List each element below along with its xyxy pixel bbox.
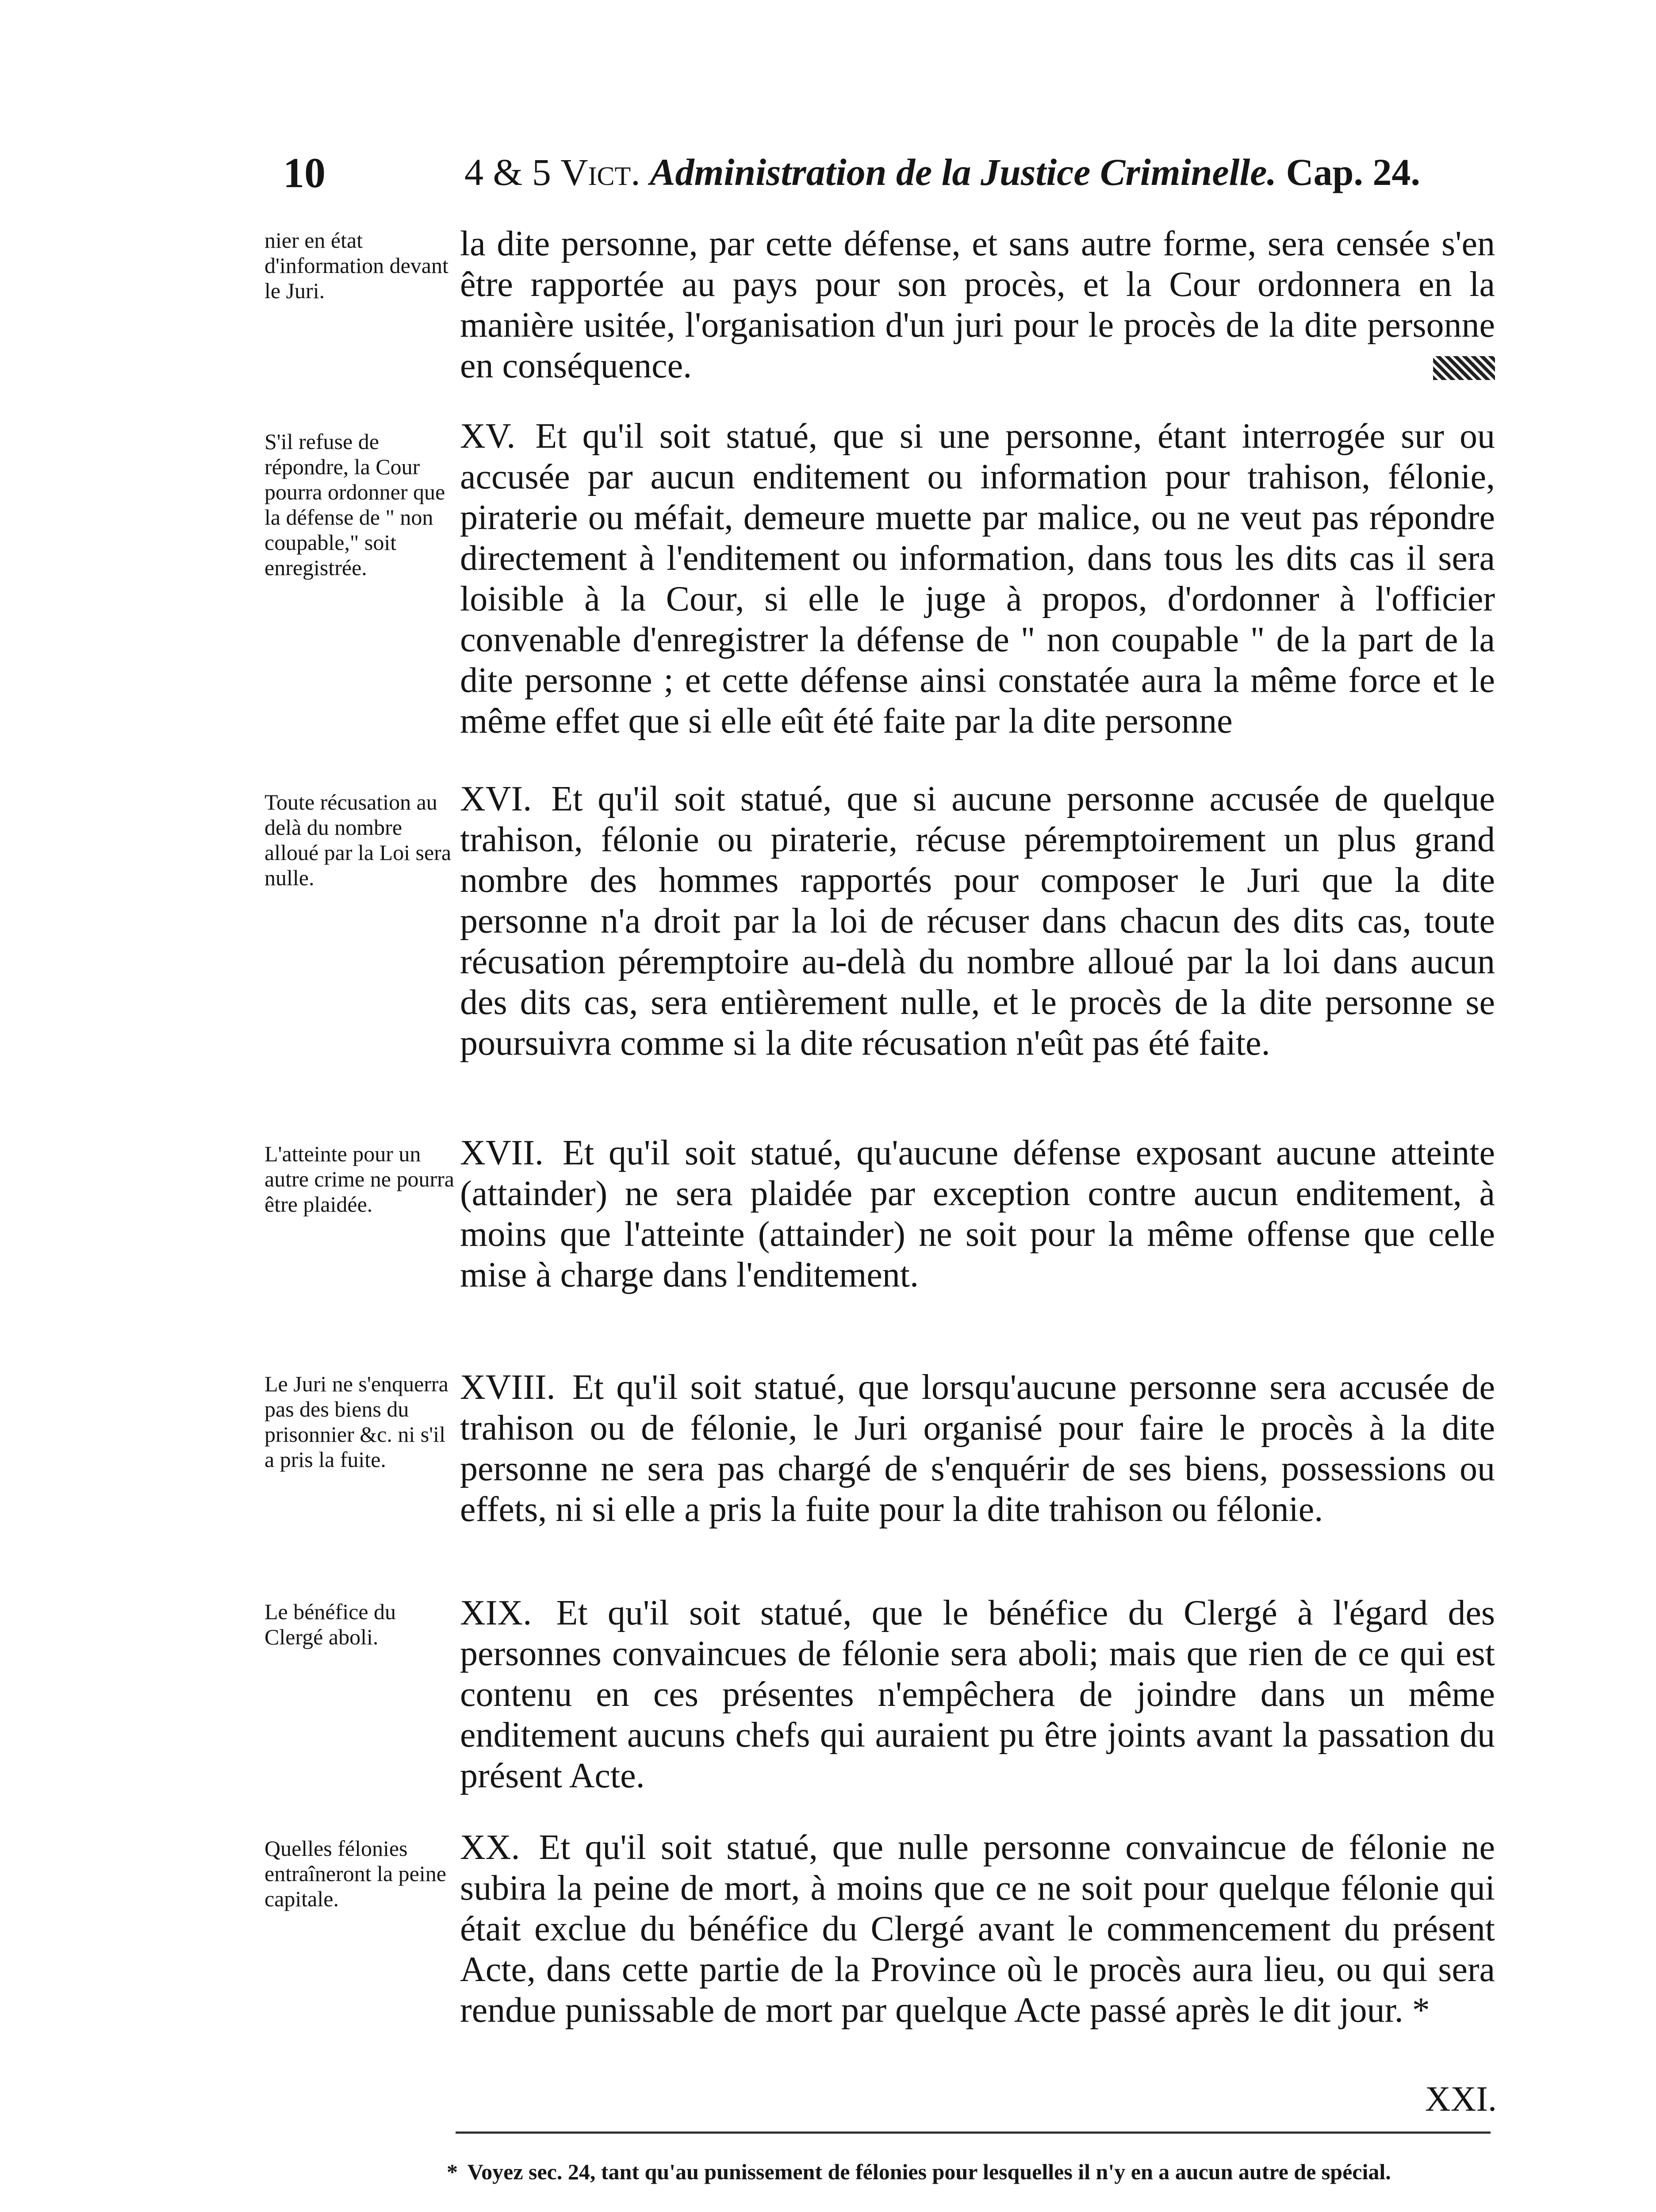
catchword: XXI.	[1425, 2080, 1497, 2119]
section-text	[460, 1827, 1495, 2031]
section-body: Et qu'il soit statué, qu'aucune défense exposant aucune atteinte (attainder) ne sera plaidée par exception contre aucun enditement, à moins que l'atteinte (attainder) ne soit pour la même offense que celle mise à charge dans l'enditement.	[460, 1133, 1495, 1294]
running-header	[283, 148, 1530, 197]
section-text	[460, 223, 1495, 386]
footnote-rule	[456, 2131, 1491, 2134]
footnote	[447, 2157, 1499, 2187]
section-body: Et qu'il soit statué, que si une personne, étant interrogée sur ou accusée par aucun enditement ou information pour trahison, félonie, piraterie ou méfait, demeure muette par malice, ou ne veut pas répondre directement à l'enditement ou information, dans tous les dits cas il sera loisible à la Cour, si elle le juge à propos, d'ordonner à l'officier convenable d'enregistrer la défense de " non coupable " de la part de la dite personne ; et cette défense ainsi constatée aura la même force et le même effet que si elle eût été faite par la dite personne	[460, 417, 1495, 741]
section-text	[460, 1133, 1495, 1295]
sovereign: Vict.	[560, 151, 640, 193]
margin-note: L'atteinte pour un autre crime ne pourra être plaidée.	[264, 1141, 454, 1217]
act-title: Administration de la Justice Criminelle.	[650, 151, 1276, 193]
printer-ornament	[1433, 356, 1495, 380]
margin-note: Le Juri ne s'enquerra pas des biens du prisonnier &c. ni s'il a pris la fuite.	[264, 1371, 448, 1472]
section-body: Et qu'il soit statué, que lorsqu'aucune personne sera accusée de trahison ou de félonie, le Juri organisé pour faire le procès à la dite personne ne sera pas chargé de s'enquérir de ses biens, possessions ou effets, ni si elle a pris la fuite pour la dite trahison ou félonie.	[460, 1368, 1495, 1529]
section-text	[460, 1367, 1495, 1530]
footnote-mark: *	[447, 2159, 458, 2184]
regnal-years: 4 & 5	[464, 151, 551, 193]
section-body: Et qu'il soit statué, que le bénéfice du Clergé à l'égard des personnes convaincues de félonie sera aboli; mais que rien de ce qui est contenu en ces présentes n'empêchera de joindre dans un même enditement aucuns chefs qui auraient pu être joints avant la passation du présent Acte.	[460, 1594, 1495, 1795]
margin-note: nier en état d'information devant le Juri.	[264, 228, 448, 303]
margin-note: Toute récusation au delà du nombre alloué par la Loi sera nulle.	[264, 790, 452, 890]
section-number: XX.	[460, 1828, 520, 1867]
section-number: XVIII.	[460, 1368, 556, 1407]
section-number: XVI.	[460, 780, 532, 818]
section-text	[460, 1593, 1495, 1796]
margin-note: Le bénéfice du Clergé aboli.	[264, 1599, 396, 1649]
running-title	[464, 150, 1420, 194]
section-number: XV.	[460, 417, 516, 456]
chapter-number: Cap. 24.	[1286, 151, 1420, 193]
section-body: Et qu'il soit statué, que nulle personne convaincue de félonie ne subira la peine de mort, à moins que ce ne soit pour quelque félonie qui était exclue du bénéfice du Clergé avant le commencement du présent Acte, dans cette partie de la Province où le procès aura lieu, ou qui sera rendue punissable de mort par quelque Acte passé après le dit jour. *	[460, 1828, 1495, 2030]
page-number: 10	[283, 149, 326, 196]
section-body: Et qu'il soit statué, que si aucune personne accusée de quelque trahison, félonie ou piraterie, récuse péremptoirement un plus grand nombre des hommes rapportés pour composer le Juri que la dite personne n'a droit par la loi de récuser dans chacun des dits cas, toute récusation péremptoire au-delà du nombre alloué par la loi dans aucun des dits cas, sera entièrement nulle, et le procès de la dite personne se poursuivra comme si la dite récusation n'eût pas été faite.	[460, 780, 1495, 1063]
section-number: XVII.	[460, 1133, 544, 1172]
section-text	[460, 779, 1495, 1064]
section-number: XIX.	[460, 1594, 532, 1632]
margin-note: Quelles félonies entraîneront la peine capitale.	[264, 1836, 446, 1911]
margin-note: S'il refuse de répondre, la Cour pourra ordonner que la défense de " non coupable," soit enregistrée.	[264, 429, 445, 580]
section-text	[460, 416, 1495, 741]
footnote-text: Voyez sec. 24, tant qu'au punissement de félonies pour lesquelles il n'y en a aucun autre de spécial.	[467, 2159, 1391, 2184]
section-body: la dite personne, par cette défense, et sans autre forme, sera censée s'en être rapportée au pays pour son procès, et la Cour ordonnera en la manière usitée, l'organisation d'un juri pour le procès de la dite personne en conséquence.	[460, 224, 1495, 385]
